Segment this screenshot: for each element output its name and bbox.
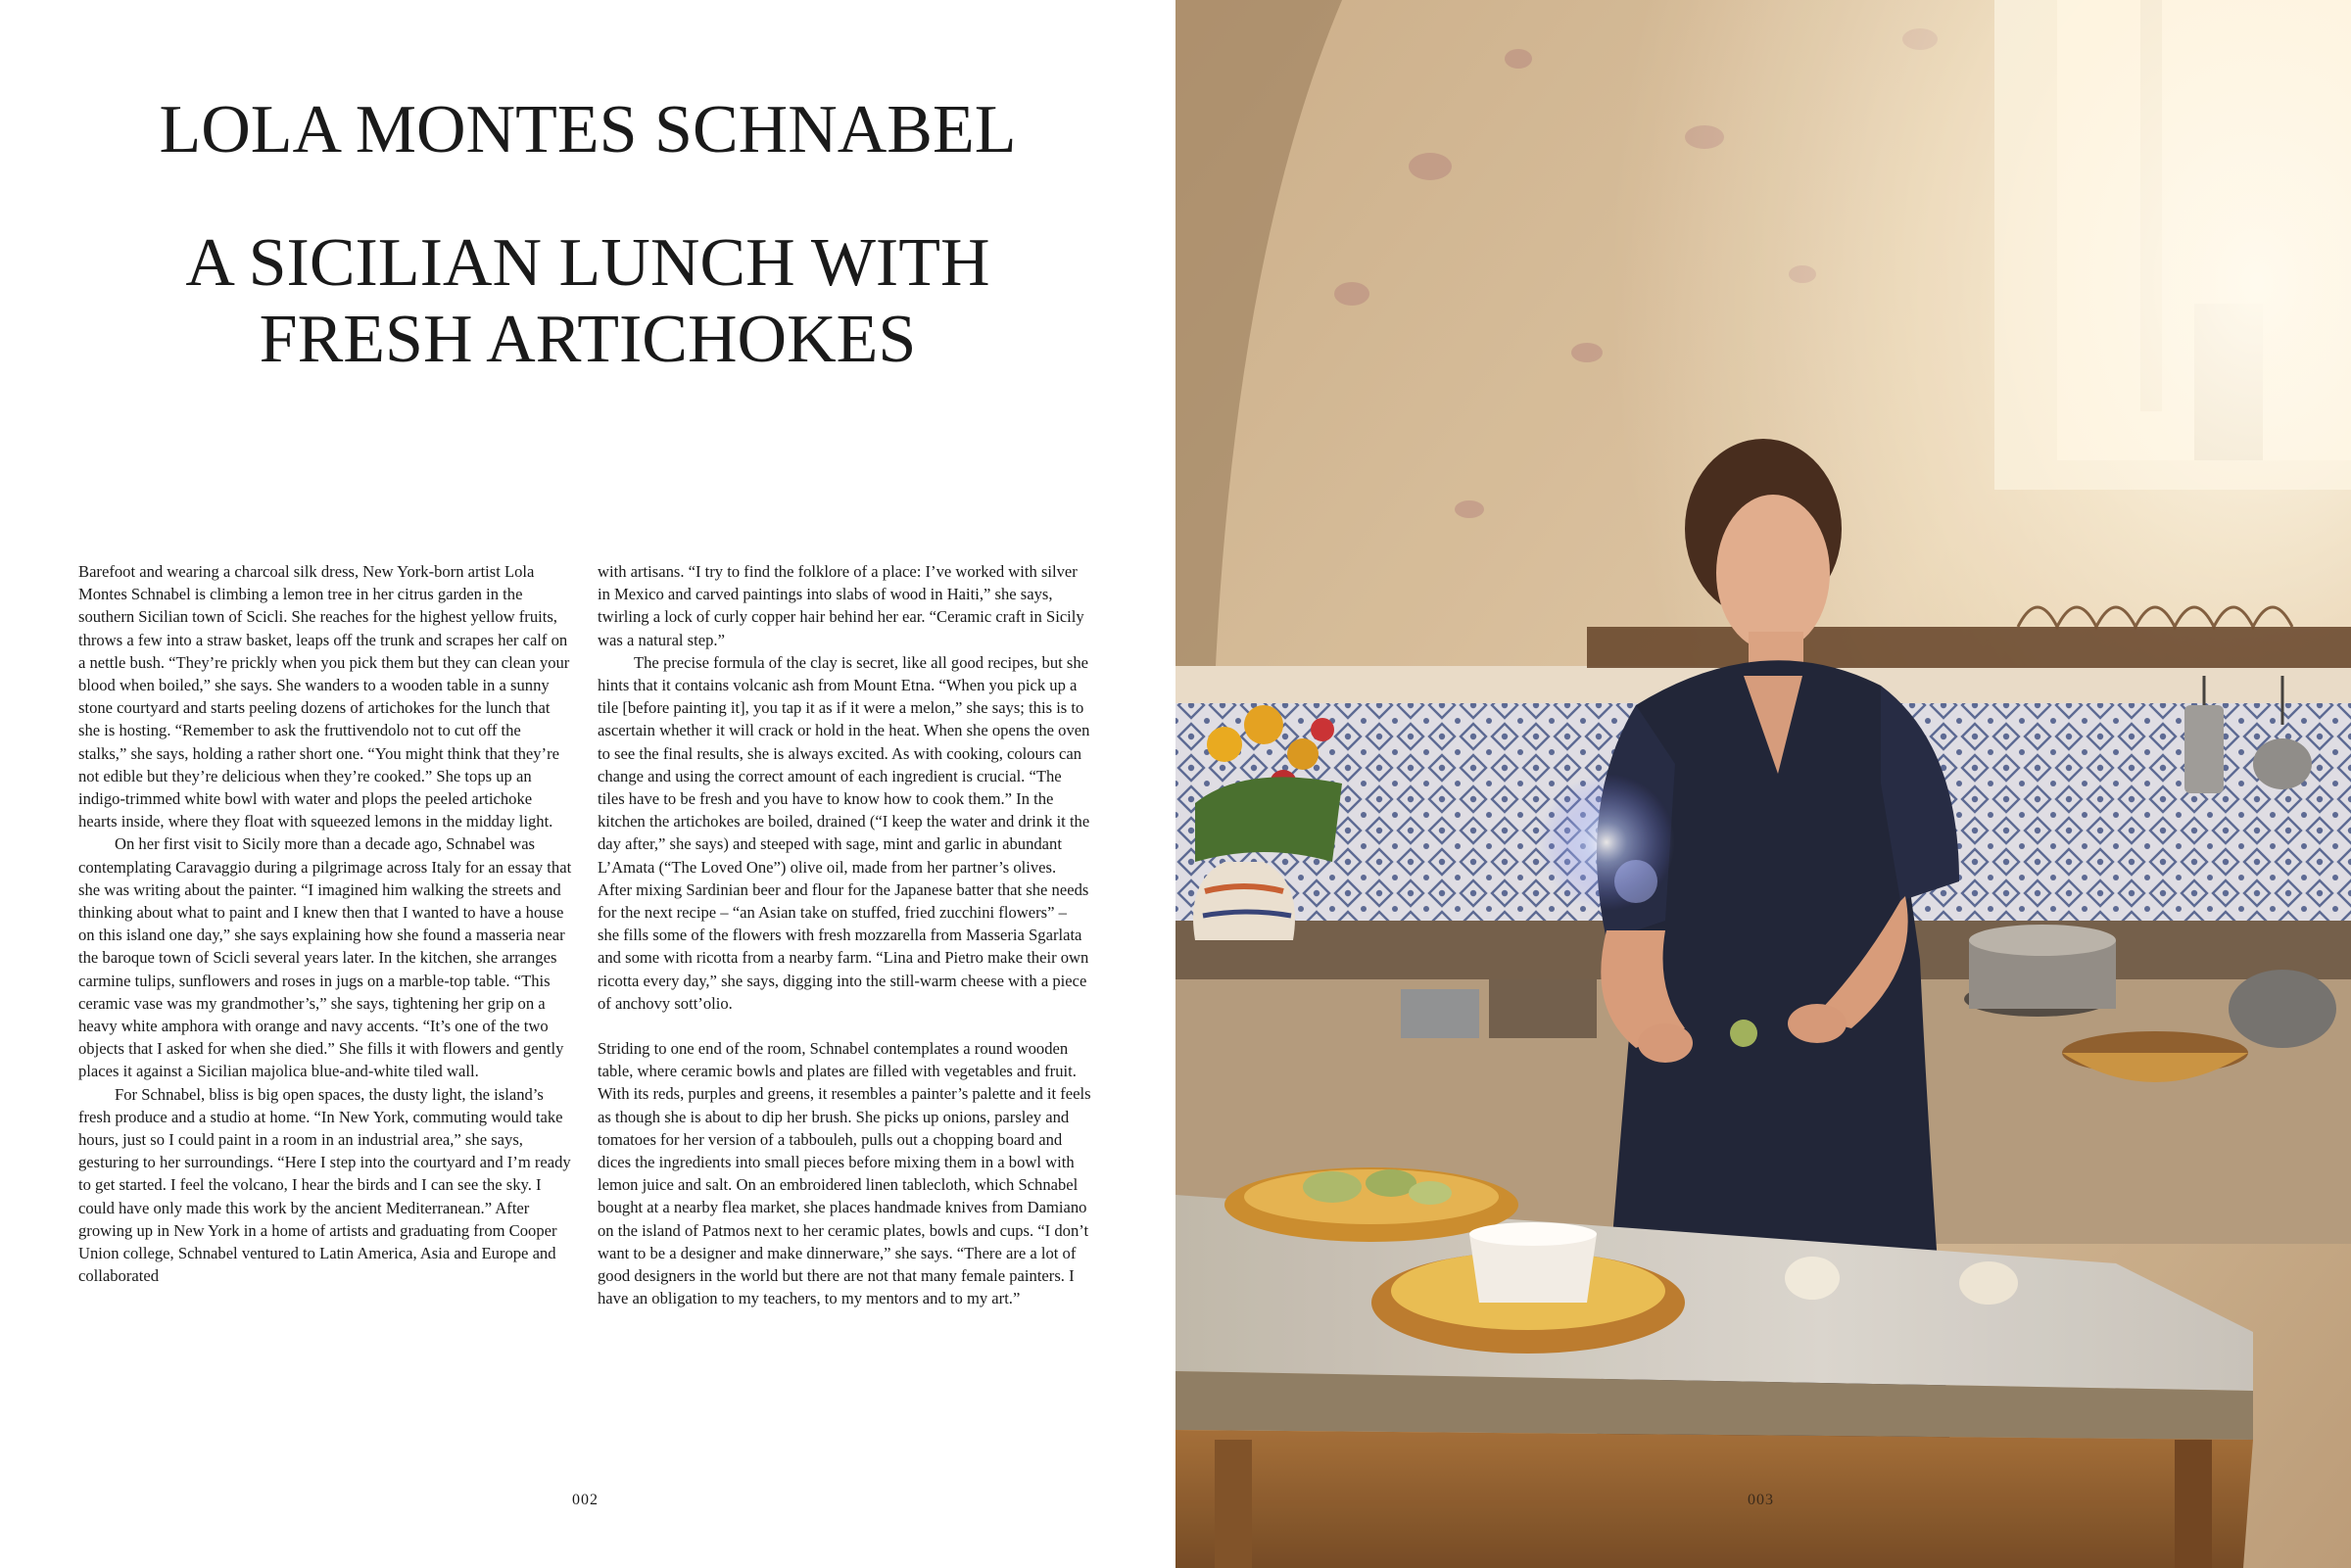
kitchen-photo (1176, 0, 2351, 1568)
paragraph: For Schnabel, bliss is big open spaces, the dusty light, the island’s fresh produce and a studio at home. “In New York, commuting would take hours, just so I could paint in a room in an industrial area,” she says, gesturing to her surroundings. “Here I step into the courtyard and I’m ready to get started. I feel the volcano, I hear the birds and I can see the sky. I could have only made this work by the ancient Mediterranean.” After growing up in New York in a home of artists and graduating from Cooper Union college, Schnabel ventured to Latin America, Asia and Europe and collaborated (78, 1084, 571, 1286)
paragraph: The precise formula of the clay is secret, like all good recipes, but she hints that it contains volcanic ash from Mount Etna. “When you pick up a tile [before painting it], you tap it as if it were a melon,” she says; this is to ascertain whether it will crack or hold in the heat. When she opens the oven to see the final results, she is always excited. As with cooking, colours can change and using the correct amount of each ingredient is crucial. “The tiles have to be fresh and you have to know how to cook them.” In the kitchen the artichokes are boiled, drained (“I keep the water and drink it the day after,” she says) and steeped with sage, mint and garlic in abundant L’Amata (“The Loved One”) olive oil, made from her partner’s olives. After mixing Sardinian beer and flour for the Japanese batter that she needs for the next recipe – “an Asian take on stuffed, fried zucchini flowers” – she fills some of the flowers with fresh mozzarella from Masseria Sgarlata and some with ricotta from a nearby farm. “Lina and Pietro make their own ricotta every day,” she says, digging into the still-warm cheese with a piece of anchovy sott’olio. (598, 652, 1090, 1013)
right-page (1176, 0, 2351, 1568)
headline-line-1: A SICILIAN LUNCH WITH (185, 225, 990, 301)
text-column-1 (78, 560, 573, 1288)
author-name: LOLA MONTES SCHNABEL (159, 92, 1017, 167)
page-number-right: 003 (1748, 1492, 1774, 1508)
paragraph: Striding to one end of the room, Schnabel contemplates a round wooden table, where ceramic bowls and plates are filled with vegetables and fruit. With its reds, purples and greens, it resembles a painter’s palette and it feels as though she is about to dip her brush. She picks up onions, parsley and tomatoes for her version of a tabbouleh, pulls out a chopping board and dices the ingredients into small pieces before mixing them in a bowl with lemon juice and salt. On an embroidered linen tablecloth, which Schnabel bought at a nearby flea market, she places handmade knives from Damiano on the island of Patmos next to her ceramic plates, bowls and cups. “I don’t want to be a designer and make dinnerware,” she says. “There are a lot of good designers in the world but there are not that many female painters. I have an obligation to my teachers, to my mentors and to my art.” (598, 1039, 1091, 1308)
article-headline (78, 225, 1097, 378)
paragraph: On her first visit to Sicily more than a decade ago, Schnabel was contemplating Caravaggio during a pilgrimage across Italy for an essay that she was writing about the painter. “I imagined him walking the streets and thinking about what to paint and I knew then that I wanted to have a house on this island one day,” she says explaining how she found a masseria near the baroque town of Scicli several years later. In the kitchen, she arranges carmine tulips, sunflowers and roses in jugs on a marble-top table. “This ceramic vase was my grandmother’s,” she says, tightening her grip on a heavy white amphora with orange and navy accents. “It’s one of the two objects that I asked for when she died.” She fills it with flowers and gently places it against a Sicilian majolica blue-and-white tiled wall. (78, 834, 572, 1081)
page-number-left: 002 (572, 1492, 599, 1508)
text-column-2 (598, 560, 1092, 1310)
paragraph: with artisans. “I try to find the folklore of a place: I’ve worked with silver in Mexico and carved paintings into slabs of wood in Haiti,” she says, twirling a lock of curly copper hair behind her ear. “Ceramic craft in Sicily was a natural step.” (598, 562, 1084, 649)
paragraph: Barefoot and wearing a charcoal silk dress, New York-born artist Lola Montes Schnabel is climbing a lemon tree in her citrus garden in the southern Sicilian town of Scicli. She reaches for the highest yellow fruits, throws a few into a straw basket, leaps off the trunk and scrapes her calf on a nettle bush. “They’re prickly when you pick them but they can clean your blood when boiled,” she says. She wanders to a wooden table in a sunny stone courtyard and starts peeling dozens of artichokes for the lunch that she is hosting. “Remember to ask the fruttivendolo not to cut off the stalks,” she says, holding a rather short one. “You might think that they’re not edible but they’re delicious when they’re cooked.” She tops up an indigo-trimmed white bowl with water and plops the peeled artichoke hearts inside, where they float with squeezed lemons in the midday light. (78, 562, 570, 832)
headline-line-2: FRESH ARTICHOKES (259, 302, 917, 377)
